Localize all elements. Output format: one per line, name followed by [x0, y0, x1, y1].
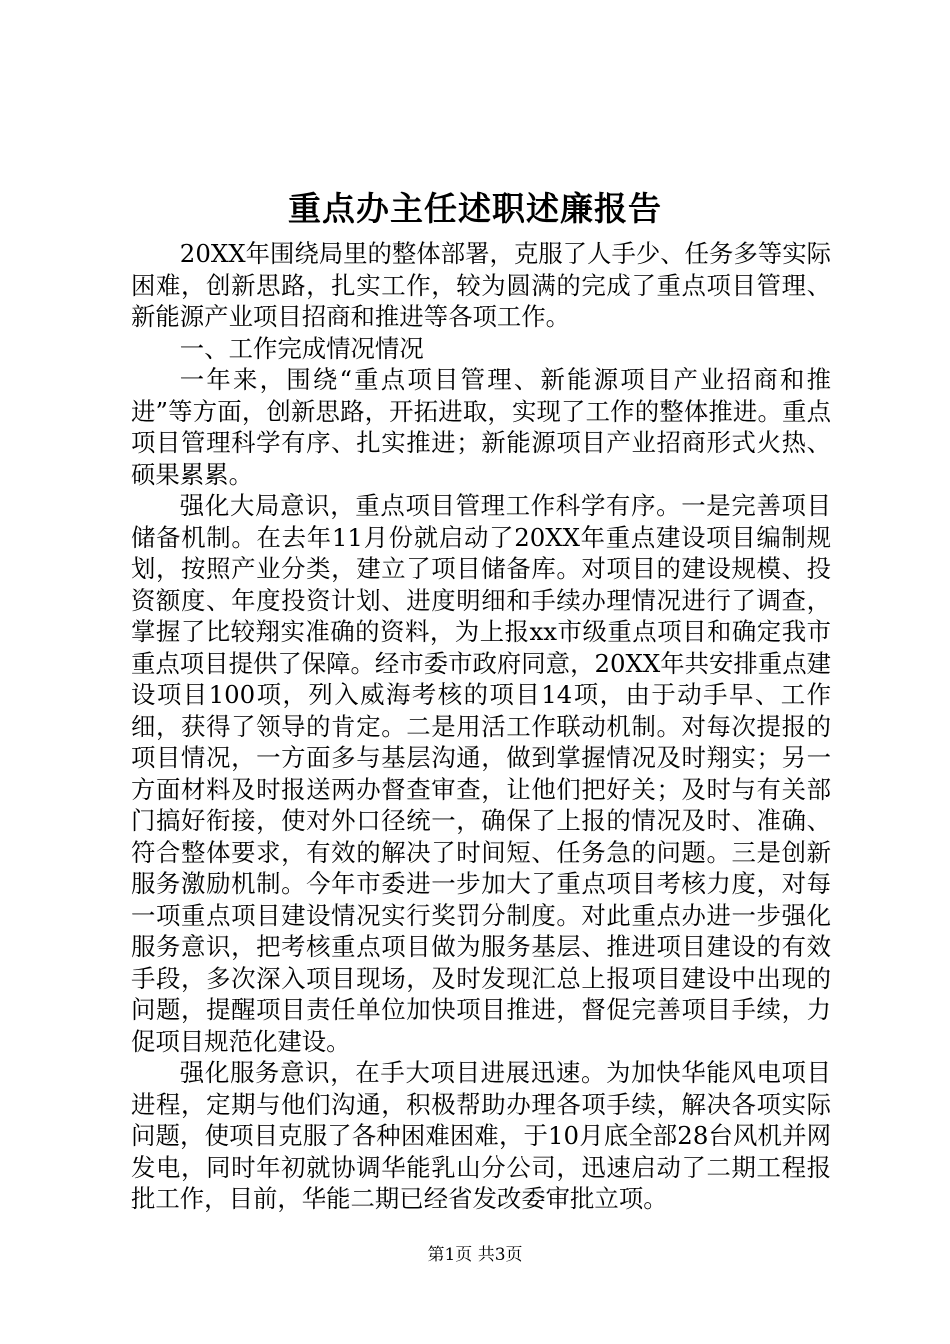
- paragraph-project-management: 强化大局意识，重点项目管理工作科学有序。一是完善项目储备机制。在去年11月份就启动了20XX年重点建设项目编制规划，按照产业分类，建立了项目储备库。对项目的建设规模、投资额度、年度投资计划、进度明细和手续办理情况进行了调查，掌握了比较翔实准确的资料，为上报xx市级重点项目和确定我市重点项目提供了保障。经市委市政府同意，20XX年共安排重点建设项目100项，列入威海考核的项目14项，由于动手早、工作细，获得了领导的肯定。二是用活工作联动机制。对每次提报的项目情况，一方面多与基层沟通，做到掌握情况及时翔实；另一方面材料及时报送两办督查审查，让他们把好关；及时与有关部门搞好衔接，使对外口径统一，确保了上报的情况及时、准确、符合整体要求，有效的解决了时间短、任务急的问题。三是创新服务激励机制。今年市委进一步加大了重点项目考核力度，对每一项重点项目建设情况实行奖罚分制度。对此重点办进一步强化服务意识，把考核重点项目做为服务基层、推进项目建设的有效手段，多次深入项目现场，及时发现汇总上报项目建设中出现的问题，提醒项目责任单位加快项目推进，督促完善项目手续，力促项目规范化建设。: [131, 491, 831, 1056]
- section-heading: 一、工作完成情况情况: [179, 333, 424, 363]
- page-footer: 第1页 共3页: [427, 1245, 523, 1265]
- document-body: [131, 238, 831, 1215]
- document-title: 重点办主任述职述廉报告: [288, 189, 662, 228]
- paragraph-overview: 一年来，围绕“重点项目管理、新能源项目产业招商和推进”等方面，创新思路，开拓进取，实现了工作的整体推进。重点项目管理科学有序、扎实推进；新能源项目产业招商形式火热、硕果累累。: [131, 365, 831, 489]
- paragraph-intro: 20XX年围绕局里的整体部署，克服了人手少、任务多等实际困难，创新思路，扎实工作，较为圆满的完成了重点项目管理、新能源产业项目招商和推进等各项工作。: [131, 239, 831, 331]
- paragraph-service: 强化服务意识，在手大项目进展迅速。为加快华能风电项目进程，定期与他们沟通，积极帮助办理各项手续，解决各项实际问题，使项目克服了各种困难困难，于10月底全部28台风机并网发电，同时年初就协调华能乳山分公司，迅速启动了二期工程报批工作，目前，华能二期已经省发改委审批立项。: [131, 1058, 831, 1213]
